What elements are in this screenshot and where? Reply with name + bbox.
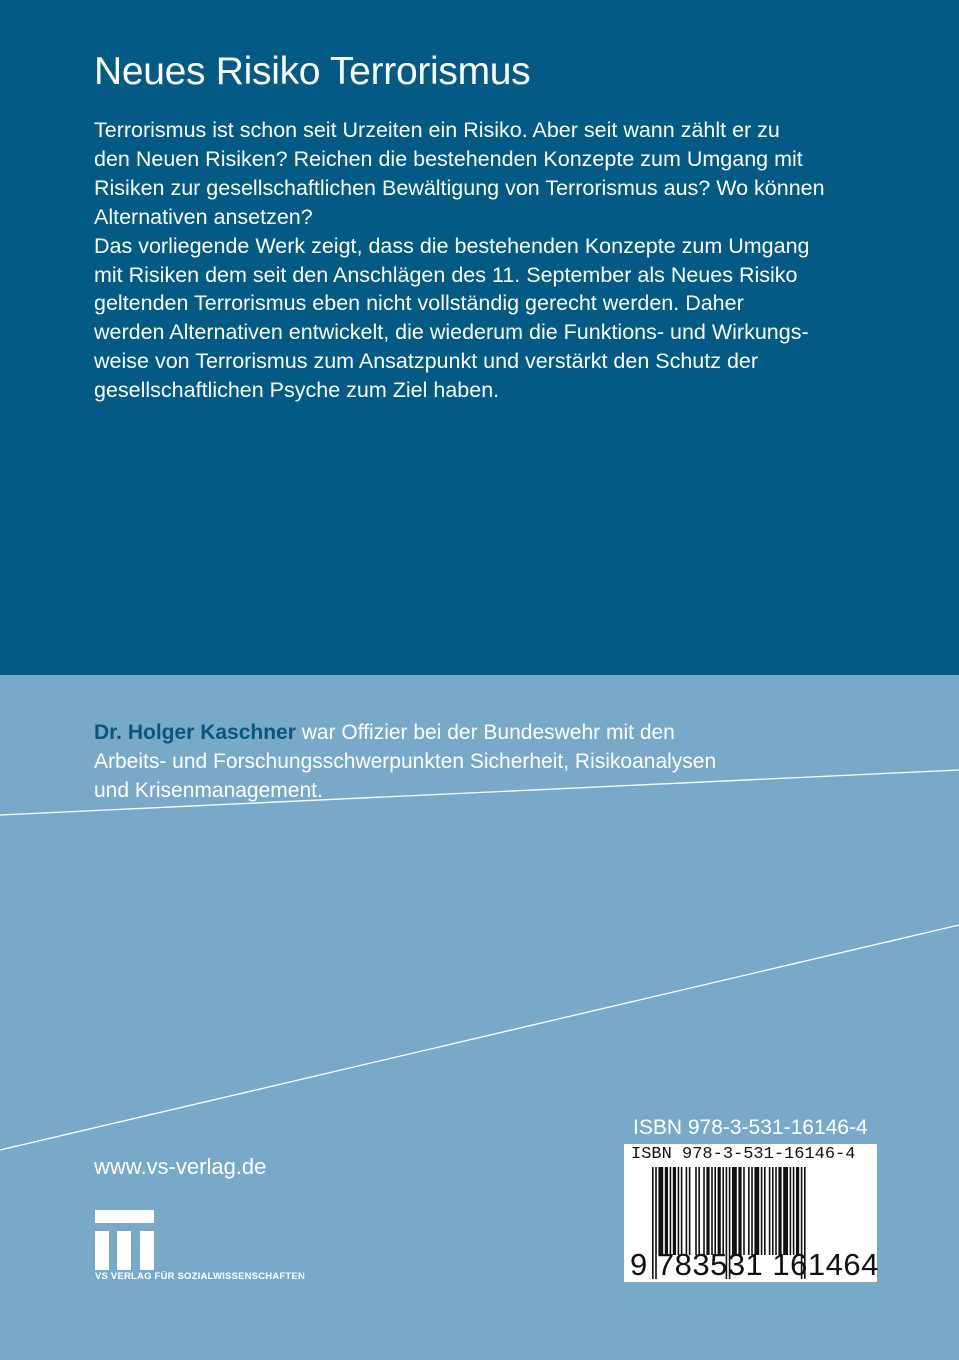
barcode-bar bbox=[778, 1167, 781, 1255]
blurb-line: werden Alternativen entwickelt, die wiederum die Funktions- und Wirkungs- bbox=[94, 320, 809, 345]
barcode-bar bbox=[722, 1167, 724, 1255]
author-name: Dr. Holger Kaschner bbox=[94, 721, 296, 744]
author-bio bbox=[94, 718, 914, 805]
barcode-bar bbox=[678, 1167, 680, 1255]
blurb-line: Terrorismus ist schon seit Urzeiten ein Risiko. Aber seit wann zählt er zu bbox=[94, 118, 780, 142]
barcode-bar bbox=[775, 1167, 777, 1255]
barcode bbox=[624, 1144, 877, 1282]
barcode-bar bbox=[695, 1167, 697, 1255]
bio-text: und Krisenmanagement. bbox=[94, 779, 323, 802]
barcode-bar bbox=[761, 1167, 763, 1255]
barcode-bar bbox=[790, 1167, 792, 1255]
publisher-url: www.vs-verlag.de bbox=[94, 1154, 267, 1179]
barcode-number: 9 783531 161464 bbox=[630, 1247, 879, 1282]
bio-text: Arbeits- und Forschungsschwerpunkten Sicherheit, Risikoanalysen bbox=[94, 750, 717, 773]
barcode-bar bbox=[751, 1167, 753, 1255]
blurb bbox=[94, 116, 924, 405]
barcode-bar bbox=[743, 1167, 745, 1255]
barcode-bar bbox=[681, 1167, 683, 1255]
blurb-line: den Neuen Risiken? Reichen die bestehenden Konzepte zum Umgang mit bbox=[94, 146, 803, 171]
barcode-bar bbox=[698, 1167, 700, 1255]
barcode-bar bbox=[738, 1167, 741, 1255]
barcode-bar bbox=[703, 1167, 705, 1255]
barcode-bar bbox=[686, 1167, 688, 1255]
isbn: ISBN 978-3-531-16146-4 bbox=[633, 1116, 868, 1139]
barcode-bar bbox=[732, 1167, 737, 1255]
blurb-line: Alternativen ansetzen? bbox=[94, 204, 313, 229]
bio-text: war Offizier bei der Bundeswehr mit den bbox=[295, 721, 675, 744]
blurb-line: mit Risiken dem seit den Anschlägen des 11. September als Neues Risiko bbox=[94, 262, 798, 287]
barcode-bar bbox=[796, 1167, 799, 1255]
blurb-line: gesellschaftlichen Psyche zum Ziel haben. bbox=[94, 378, 500, 403]
book-title: Neues Risiko Terrorismus bbox=[94, 50, 531, 93]
barcode-bar bbox=[748, 1167, 750, 1255]
barcode-isbn: ISBN 978-3-531-16146-4 bbox=[631, 1145, 856, 1164]
barcode-bar bbox=[769, 1167, 771, 1255]
barcode-bar bbox=[673, 1167, 676, 1255]
publisher-name: VS VERLAG FÜR SOZIALWISSENSCHAFTEN bbox=[95, 1271, 306, 1282]
blurb-line: Das vorliegende Werk zeigt, dass die bestehenden Konzepte zum Umgang bbox=[94, 233, 810, 258]
barcode-bar bbox=[764, 1167, 766, 1255]
barcode-bar bbox=[718, 1167, 721, 1255]
barcode-bar bbox=[711, 1167, 713, 1255]
barcode-bar bbox=[793, 1167, 795, 1255]
barcode-bar bbox=[689, 1167, 691, 1255]
barcode-bar bbox=[665, 1167, 668, 1255]
barcode-bar bbox=[783, 1167, 788, 1255]
blurb-line: geltenden Terrorismus eben nicht vollständig gerecht werden. Daher bbox=[94, 291, 744, 316]
barcode-bar bbox=[714, 1167, 716, 1255]
barcode-bar bbox=[706, 1167, 709, 1255]
barcode-bar bbox=[670, 1167, 672, 1255]
blurb-line: weise von Terrorismus zum Ansatzpunkt und verstärkt den Schutz der bbox=[94, 349, 759, 374]
blurb-line: Risiken zur gesellschaftlichen Bewältigung von Terrorismus aus? Wo können bbox=[94, 175, 825, 200]
barcode-bar bbox=[658, 1167, 663, 1255]
barcode-bar bbox=[754, 1167, 759, 1255]
barcode-bar bbox=[772, 1167, 774, 1255]
